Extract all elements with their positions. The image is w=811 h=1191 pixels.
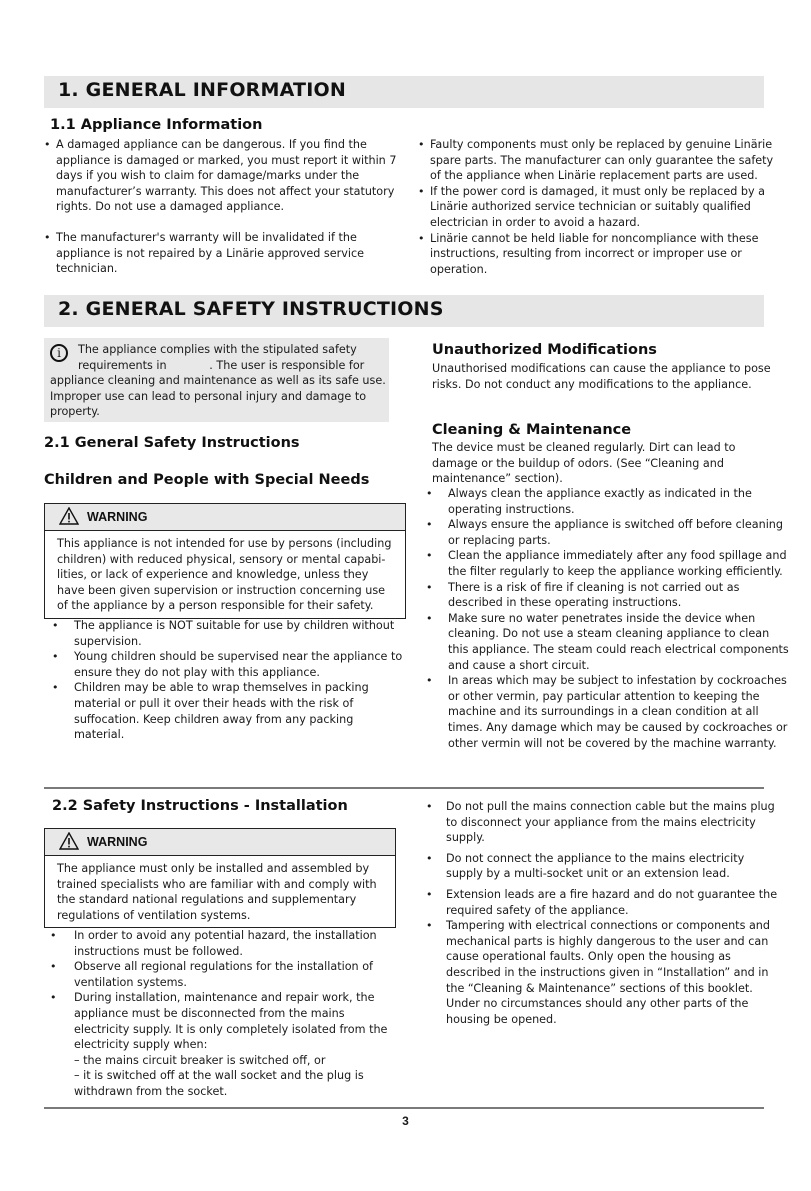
list-item: • Tampering with electrical connections or components and mechanical parts is highly dangerous to the user and can cause operational faults. Only open the housing as described in the instructions given in “Installation” and in the “Cleaning & Maintenance” sections of this booklet. Under no circumstances should any other parts of the housing be opened.: [426, 919, 771, 1026]
installation-left-list: [44, 928, 394, 1100]
section-2-header: [44, 295, 764, 327]
warning-text: The appliance must only be installed and assembled by trained specialists who are familiar with and comply with the standard national regulations and supplementary regulations of ventilation systems.: [57, 862, 377, 922]
list-item: • If the power cord is damaged, it must only be replaced by a Linärie authorized service technician or suitably qualified electrician in order to avoid a hazard.: [418, 184, 766, 229]
list-item: • Make sure no water penetrates inside the device when cleaning. Do not use a steam cleaning appliance to clean this appliance. The steam could reach electrical components and cause a short circuit.: [426, 611, 789, 672]
page-number: 3: [402, 1114, 409, 1128]
cleaning-list: [418, 486, 790, 751]
children-list: [44, 618, 404, 743]
list-item: • A damaged appliance can be dangerous. If you find the appliance is damaged or marked, you must report it within 7 days if you wish to claim for damage/marks under the manufacturer’s warranty. This does not affect your statutory rights. Do not use a damaged appliance.: [44, 138, 397, 214]
divider: [44, 787, 764, 789]
warning-text: This appliance is not intended for use by persons (including children) with reduced physical, sensory or mental capabi-lities, or lack of experience and knowledge, unless they have been given supervision or instruction concerning use of the appliance by a person responsible for their safety.: [57, 537, 392, 613]
children-heading: Children and People with Special Needs: [44, 472, 370, 488]
children-warning-box: [44, 503, 406, 619]
cleaning-text: The device must be cleaned regularly. Dirt can lead to damage or the buildup of odors. (See “Cleaning and maintenance” section).: [432, 441, 736, 486]
list-item: • There is a risk of fire if cleaning is not carried out as described in these operating instructions.: [426, 580, 740, 610]
appliance-info-left-list: [44, 137, 399, 277]
installation-heading: 2.2 Safety Instructions - Installation: [52, 798, 348, 814]
unauthorized-heading: Unauthorized Modifications: [432, 342, 657, 358]
list-item: • The manufacturer's warranty will be invalidated if the appliance is not repaired by a Linärie approved service technician.: [44, 230, 364, 276]
cleaning-heading: Cleaning & Maintenance: [432, 422, 632, 438]
list-item: • Do not pull the mains connection cable but the mains plug to disconnect your appliance from the mains electricity supply.: [426, 800, 775, 845]
installation-right-list: [418, 799, 778, 1027]
unauthorized-text: Unauthorised modifications can cause the appliance to pose risks. Do not conduct any modifications to the appliance.: [432, 362, 771, 391]
list-item: • Always clean the appliance exactly as indicated in the operating instructions.: [426, 487, 752, 516]
warning-label: WARNING: [87, 835, 148, 849]
list-item: • The appliance is NOT suitable for use by children without supervision.: [52, 619, 395, 648]
warning-triangle-icon: [59, 832, 79, 850]
list-item: • Observe all regional regulations for the installation of ventilation systems.: [50, 960, 373, 989]
dash-item: – it is switched off at the wall socket and the plug is withdrawn from the socket.: [74, 1069, 364, 1098]
section-1-title: 1. GENERAL INFORMATION: [58, 79, 346, 101]
footer-divider: [44, 1107, 764, 1109]
general-safety-heading: 2.1 General Safety Instructions: [44, 435, 300, 451]
list-item: • In areas which may be subject to infestation by cockroaches or other vermin, pay particular attention to keeping the machine and its surroundings in a clean condition at all times. Any damage which may be caused by cockroaches or other vermin will not be covered by the machine warranty.: [426, 674, 788, 750]
list-item: • During installation, maintenance and repair work, the appliance must be disconnected from the mains electricity supply. It is only completely isolated from the electricity supply when: – the mains circuit breaker is switched off, or – it is switched off at the wall socket and the plug is withdrawn from the socket.: [44, 990, 394, 1099]
list-item: • Young children should be supervised near the appliance to ensure they do not play with this appliance.: [52, 650, 403, 679]
list-item: • Extension leads are a fire hazard and do not guarantee the required safety of the appliance.: [426, 887, 778, 917]
appliance-info-right-list: [418, 137, 778, 277]
section-2-title: 2. GENERAL SAFETY INSTRUCTIONS: [58, 298, 444, 320]
warning-triangle-icon: [59, 507, 79, 525]
appliance-info-heading: 1.1 Appliance Information: [50, 117, 263, 133]
list-item: • Always ensure the appliance is switched off before cleaning or replacing parts.: [426, 518, 783, 547]
list-item: • Clean the appliance immediately after any food spillage and the filter regularly to keep the appliance working efficiently.: [426, 549, 787, 578]
warning-label: WARNING: [87, 510, 148, 524]
installation-warning-box: [44, 828, 396, 928]
list-item: • In order to avoid any potential hazard, the installation instructions must be followed.: [50, 929, 377, 958]
dash-item: – the mains circuit breaker is switched off, or: [74, 1053, 326, 1067]
list-item: • Do not connect the appliance to the mains electricity supply by a multi-socket unit or an extension lead.: [426, 851, 745, 881]
list-item: • Faulty components must only be replaced by genuine Linärie spare parts. The manufacturer can only guarantee the safety of the appliance when Linärie replacement parts are used.: [418, 138, 774, 183]
section-1-header: [44, 76, 764, 108]
list-item: • Linärie cannot be held liable for noncompliance with these instructions, resulting from incorrect or improper use or operation.: [418, 231, 759, 276]
info-note: i The appliance complies with the stipulated safety requirements in . The user is responsible for appliance cleaning and maintenance as well as its safe use. Improper use can lead to personal injury and damage to property.: [44, 338, 389, 422]
list-item: • Children may be able to wrap themselves in packing material or pull it over their heads with the risk of suffocation. Keep children away from any packing material.: [52, 681, 369, 742]
info-icon: i: [50, 344, 68, 362]
